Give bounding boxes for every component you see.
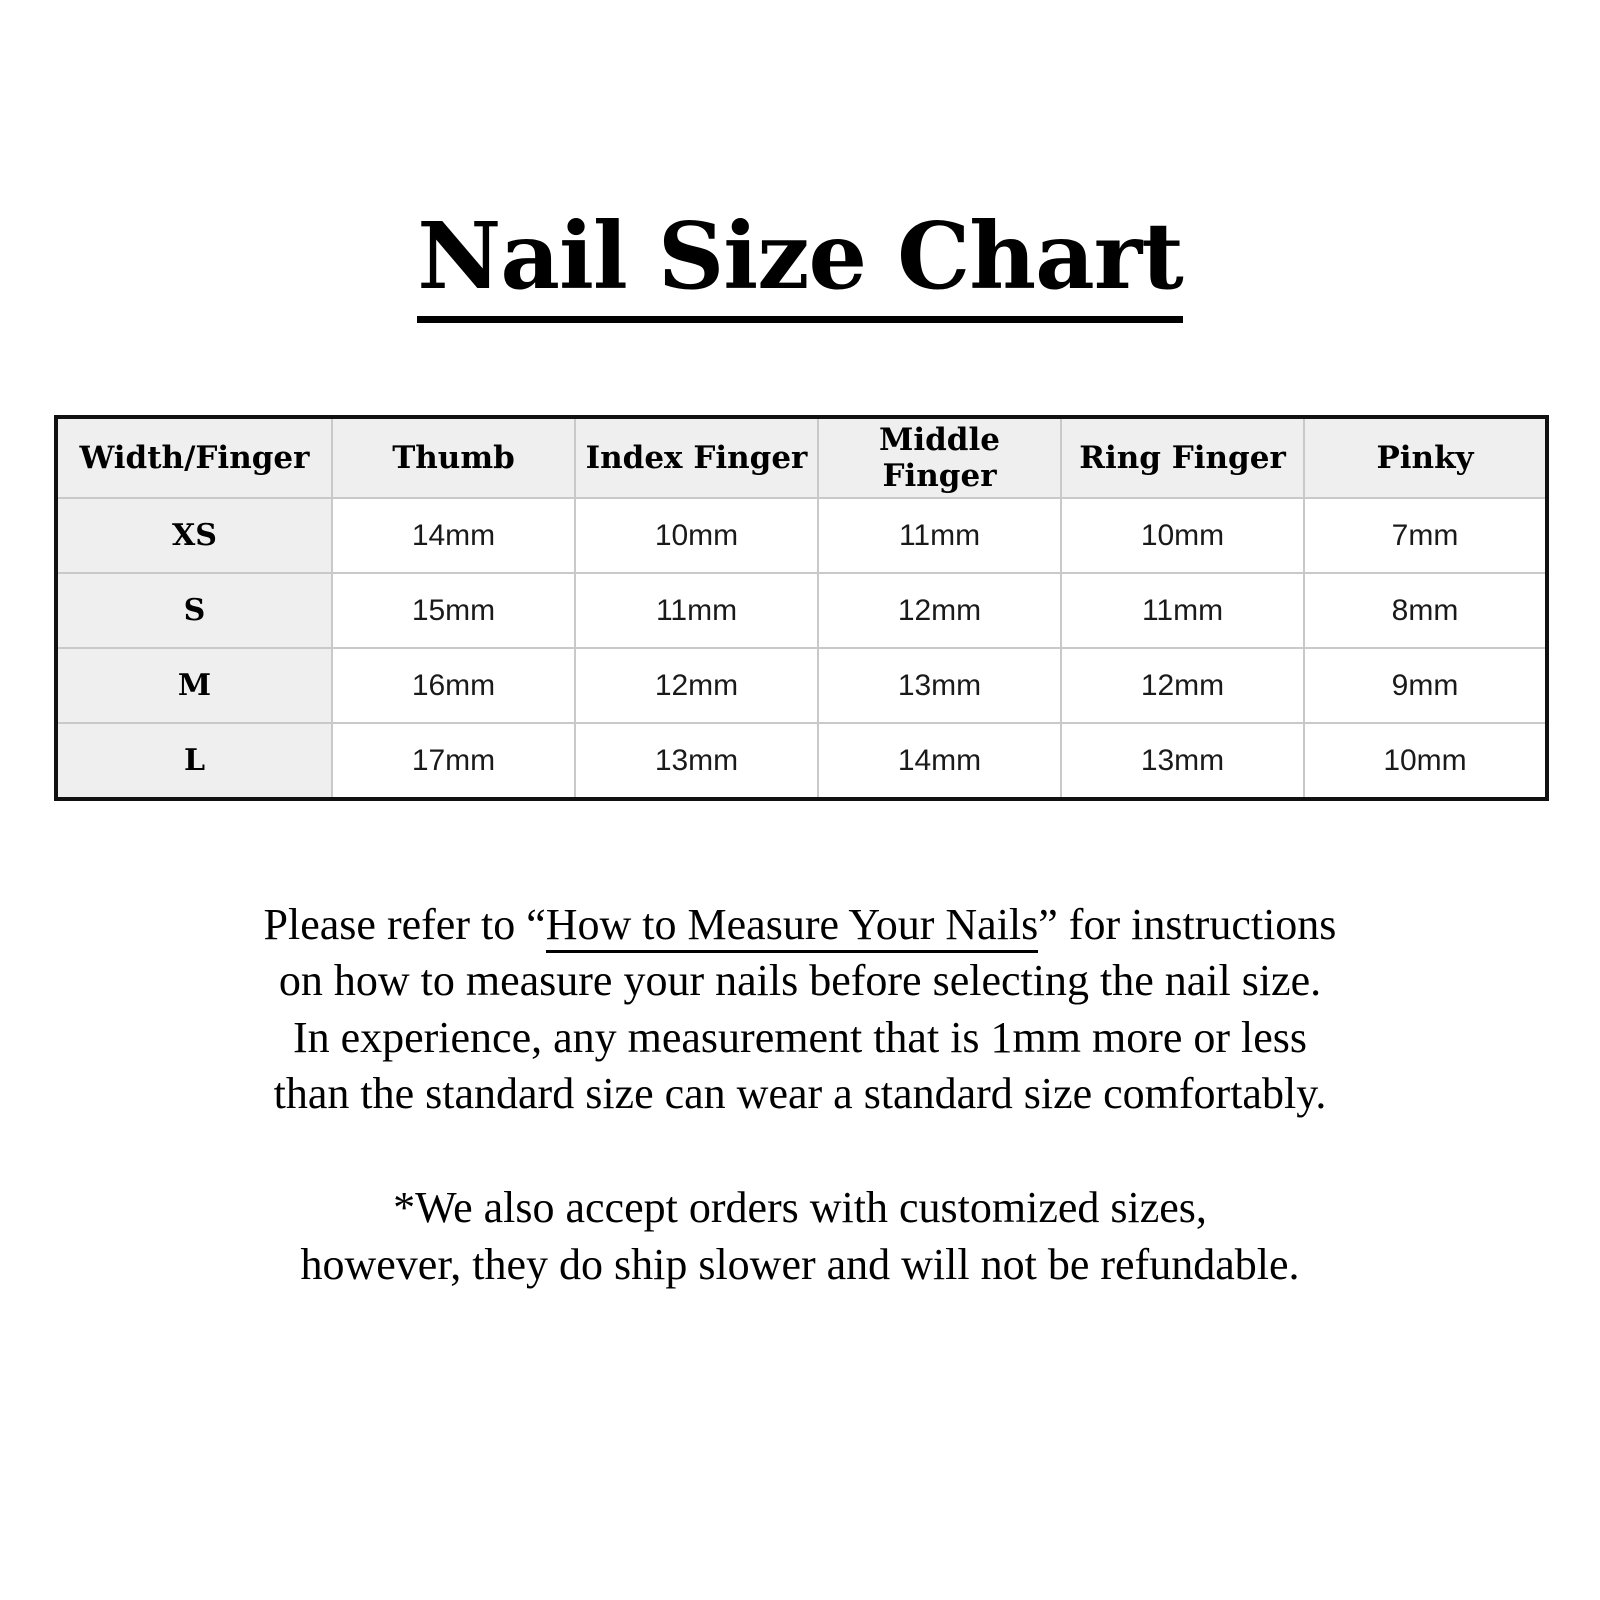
cell-ring: 10mm	[1061, 498, 1304, 573]
table-body	[56, 498, 1547, 799]
column-header-width-finger: Width/Finger	[56, 417, 332, 498]
paragraph-spacer	[0, 1122, 1600, 1180]
how-to-measure-link[interactable]: How to Measure Your Nails	[546, 900, 1039, 953]
table-row	[56, 573, 1547, 648]
column-header-thumb: Thumb	[332, 417, 575, 498]
table-header-row	[56, 417, 1547, 498]
cell-pinky: 9mm	[1304, 648, 1547, 723]
page-title: Nail Size Chart	[417, 210, 1183, 323]
note-line-3: In experience, any measurement that is 1mm more or less	[292, 1012, 1308, 1062]
cell-middle: 13mm	[818, 648, 1061, 723]
column-header-ring-finger: Ring Finger	[1061, 417, 1304, 498]
note-line-2: on how to measure your nails before selecting the nail size.	[278, 956, 1322, 1006]
cell-middle: 11mm	[818, 498, 1061, 573]
cell-index: 11mm	[575, 573, 818, 648]
size-table-container	[54, 415, 1546, 801]
cell-index: 10mm	[575, 498, 818, 573]
table-row	[56, 723, 1547, 799]
cell-thumb: 15mm	[332, 573, 575, 648]
note-tail-text: ” for instructions	[1038, 900, 1337, 949]
notes-section	[0, 897, 1600, 1293]
row-header-size: M	[56, 648, 332, 723]
row-header-size: L	[56, 723, 332, 799]
page-title-container	[0, 0, 1600, 323]
cell-middle: 14mm	[818, 723, 1061, 799]
cell-pinky: 7mm	[1304, 498, 1547, 573]
note-lead-text: Please refer to “	[263, 900, 546, 949]
cell-middle: 12mm	[818, 573, 1061, 648]
row-header-size: XS	[56, 498, 332, 573]
note-line-1	[0, 897, 1600, 953]
column-header-pinky: Pinky	[1304, 417, 1547, 498]
cell-pinky: 8mm	[1304, 573, 1547, 648]
cell-thumb: 17mm	[332, 723, 575, 799]
cell-thumb: 14mm	[332, 498, 575, 573]
cell-ring: 13mm	[1061, 723, 1304, 799]
cell-pinky: 10mm	[1304, 723, 1547, 799]
note-line-6: however, they do ship slower and will not be refundable.	[300, 1239, 1300, 1289]
table-header	[56, 417, 1547, 498]
column-header-index-finger: Index Finger	[575, 417, 818, 498]
note-line-4: than the standard size can wear a standard size comfortably.	[273, 1068, 1327, 1118]
table-row	[56, 648, 1547, 723]
column-header-middle-finger: Middle Finger	[818, 417, 1061, 498]
cell-ring: 12mm	[1061, 648, 1304, 723]
nail-size-table	[54, 415, 1549, 801]
note-line-5: *We also accept orders with customized sizes,	[393, 1183, 1207, 1233]
cell-index: 12mm	[575, 648, 818, 723]
cell-index: 13mm	[575, 723, 818, 799]
cell-ring: 11mm	[1061, 573, 1304, 648]
cell-thumb: 16mm	[332, 648, 575, 723]
row-header-size: S	[56, 573, 332, 648]
table-row	[56, 498, 1547, 573]
